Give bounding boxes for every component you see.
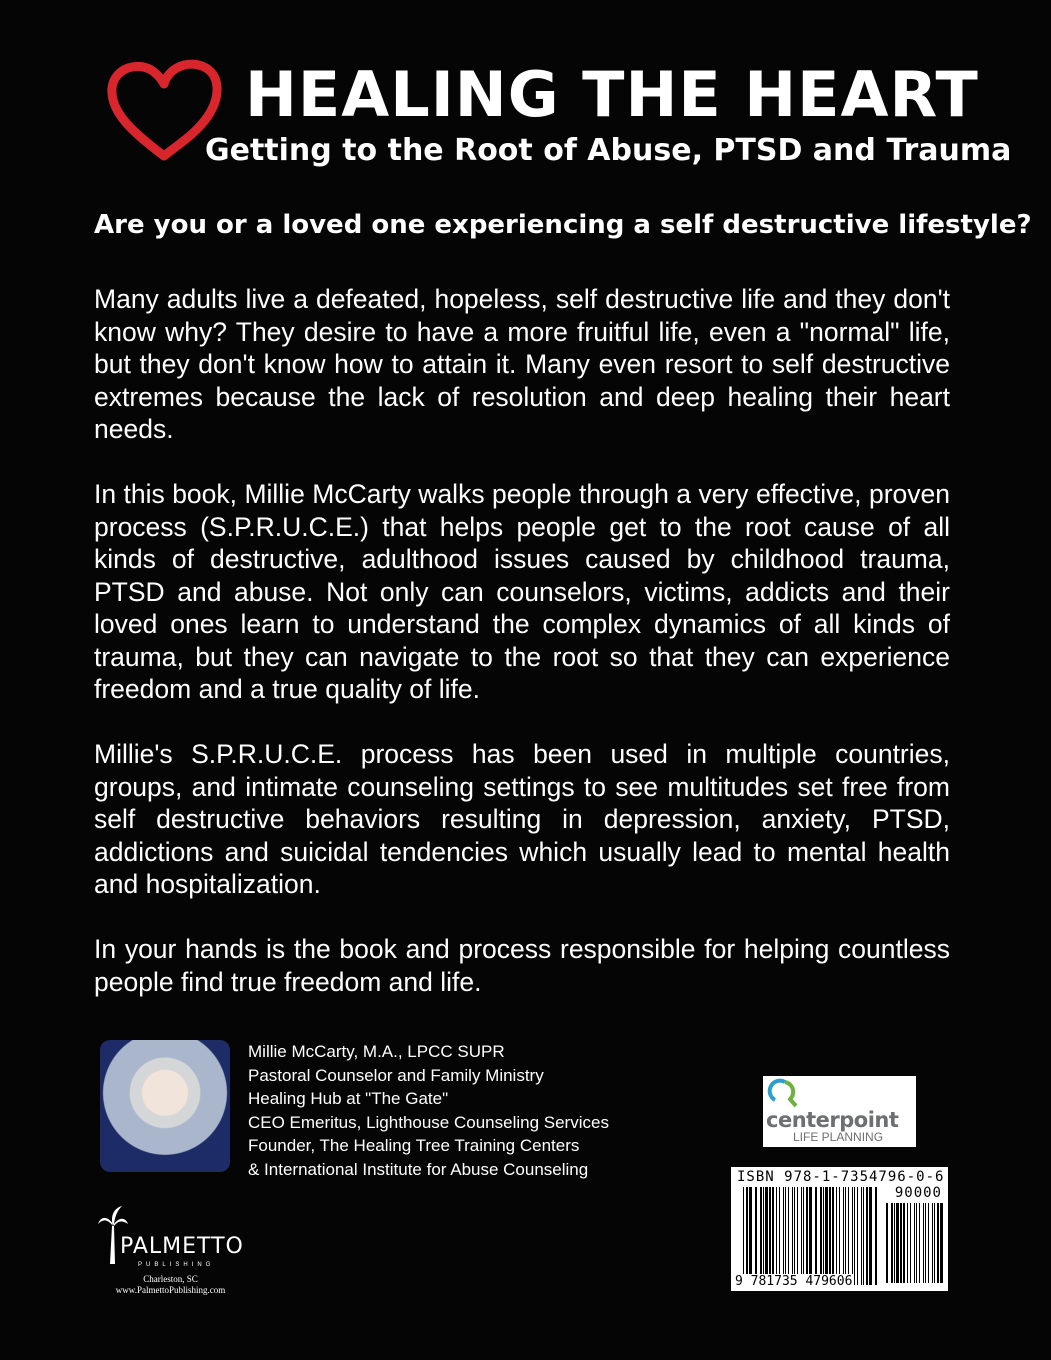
- barcode-bar: [803, 1187, 804, 1285]
- book-subtitle: Getting to the Root of Abuse, PTSD and Trauma: [205, 133, 1012, 168]
- barcode-bar: [886, 1203, 888, 1283]
- barcode-bar: [900, 1203, 902, 1283]
- barcode-bar: [928, 1203, 929, 1283]
- barcode-bar: [919, 1203, 920, 1283]
- barcode-bar: [869, 1187, 872, 1285]
- bio-line: & International Institute for Abuse Counseling: [248, 1159, 589, 1179]
- barcode-bar: [923, 1203, 924, 1283]
- lead-question: Are you or a loved one experiencing a self destructive lifestyle?: [94, 210, 1032, 240]
- barcode-bar: [861, 1187, 862, 1285]
- barcode-bar: [940, 1203, 943, 1283]
- price-code: 90000: [894, 1185, 942, 1201]
- barcode-bar: [843, 1187, 844, 1285]
- barcode-bar: [809, 1187, 812, 1285]
- barcode-bar: [772, 1187, 774, 1285]
- barcode-bar: [903, 1203, 905, 1283]
- bio-line: Pastoral Counselor and Family Ministry: [248, 1065, 544, 1085]
- barcode-bar: [815, 1187, 817, 1285]
- publisher-name: PALMETTO: [120, 1234, 244, 1259]
- bio-line: Founder, The Healing Tree Training Centers: [248, 1136, 580, 1155]
- barcode-bar: [848, 1187, 849, 1285]
- barcode-bar: [845, 1187, 846, 1285]
- barcode-bar: [794, 1187, 795, 1285]
- barcode-bar: [820, 1187, 822, 1285]
- partner-name: centerpoint: [766, 1108, 899, 1132]
- barcode-bar: [755, 1187, 757, 1285]
- bio-line: Healing Hub at "The Gate": [248, 1089, 449, 1108]
- barcode-bar: [836, 1187, 837, 1285]
- barcode-bar: [825, 1187, 828, 1285]
- blurb-paragraph: Many adults live a defeated, hopeless, self destructive life and they don't know why? They desire to have a more fruitful life, even a "normal" life, but they don't know how to attain it. Many even resort to self destructive extremes because the lack of resolution and deep healing their heart needs.: [94, 284, 950, 444]
- ean-digits: 9 781735 479606: [735, 1274, 853, 1289]
- barcode-bar: [801, 1187, 802, 1285]
- blurb: [94, 283, 950, 1031]
- barcode-bar: [760, 1187, 762, 1285]
- barcode-bar: [806, 1187, 808, 1285]
- publisher-sub: PUBLISHING: [138, 1262, 215, 1268]
- barcode-bar: [797, 1187, 798, 1285]
- barcode-bar: [894, 1203, 895, 1283]
- barcode-bar: [863, 1187, 864, 1285]
- barcode-bar: [857, 1187, 858, 1285]
- centerpoint-logo: [763, 1076, 916, 1147]
- publisher-url: www.PalmettoPublishing.com: [115, 1285, 226, 1295]
- blurb-paragraph: In your hands is the book and process responsible for helping countless people find true freedom and life.: [94, 934, 950, 997]
- barcode-bar: [779, 1187, 780, 1285]
- barcode-bar: [746, 1187, 748, 1285]
- barcode-bar: [914, 1203, 915, 1283]
- author-bio: [248, 1040, 609, 1181]
- barcode-bar: [839, 1187, 840, 1285]
- barcode-bar: [776, 1187, 777, 1285]
- bio-line: Millie McCarty, M.A., LPCC SUPR: [248, 1042, 505, 1061]
- publisher-city: Charleston, SC: [143, 1274, 198, 1284]
- barcode-bar: [910, 1203, 911, 1283]
- barcode-bar: [785, 1187, 786, 1285]
- barcode-bar: [866, 1187, 868, 1285]
- author-photo: [100, 1040, 230, 1172]
- barcode-bar: [749, 1187, 752, 1285]
- blurb-paragraph: In this book, Millie McCarty walks people through a very effective, proven process (S.P.R.U.C.E.) that helps people get to the root cause of all kinds of destructive, adulthood issues caused by childhood trauma, PTSD and abuse. Not only can counselors, victims, addicts and their loved ones learn to understand the complex dynamics of all kinds of trauma, but they can navigate to the root so that they can experience freedom and a true quality of life.: [94, 479, 950, 704]
- blurb-paragraph: Millie's S.P.R.U.C.E. process has been used in multiple countries, groups, and intimate counseling settings to see multitudes set free from self destructive behaviors resulting in depression, anxiety, PTSD, addictions and suicidal tendencies which usually lead to mental health and hospitalization.: [94, 739, 950, 899]
- barcode-bar: [783, 1187, 784, 1285]
- isbn-barcode: [731, 1167, 948, 1291]
- barcode-bar: [907, 1203, 908, 1283]
- barcode-bar: [823, 1187, 824, 1285]
- barcode-bar: [829, 1187, 831, 1285]
- book-title: HEALING THE HEART: [245, 58, 979, 131]
- barcode-bar: [937, 1203, 939, 1283]
- bio-line: CEO Emeritus, Lighthouse Counseling Services: [248, 1112, 609, 1132]
- barcode-bar: [896, 1203, 899, 1283]
- barcode-bar: [788, 1187, 789, 1285]
- barcode-bar: [891, 1203, 893, 1283]
- barcode-bar: [765, 1187, 768, 1285]
- barcode-bar: [875, 1187, 877, 1285]
- isbn-text: ISBN 978-1-7354796-0-6: [737, 1169, 945, 1185]
- barcode-bar: [792, 1187, 793, 1285]
- partner-sub: LIFE PLANNING: [793, 1130, 884, 1144]
- magnifier-icon: [767, 1078, 801, 1110]
- barcode-bar: [852, 1187, 853, 1285]
- barcode-bar: [916, 1203, 917, 1283]
- barcode-bar: [932, 1203, 933, 1283]
- barcode-bar: [934, 1203, 935, 1283]
- barcode-bar: [743, 1187, 744, 1285]
- barcode-bar: [854, 1187, 855, 1285]
- barcode-bar: [925, 1203, 926, 1283]
- barcode-bar: [763, 1187, 764, 1285]
- barcode-bar: [769, 1187, 771, 1285]
- publisher-address: [98, 1274, 243, 1296]
- barcode-bar: [832, 1187, 834, 1285]
